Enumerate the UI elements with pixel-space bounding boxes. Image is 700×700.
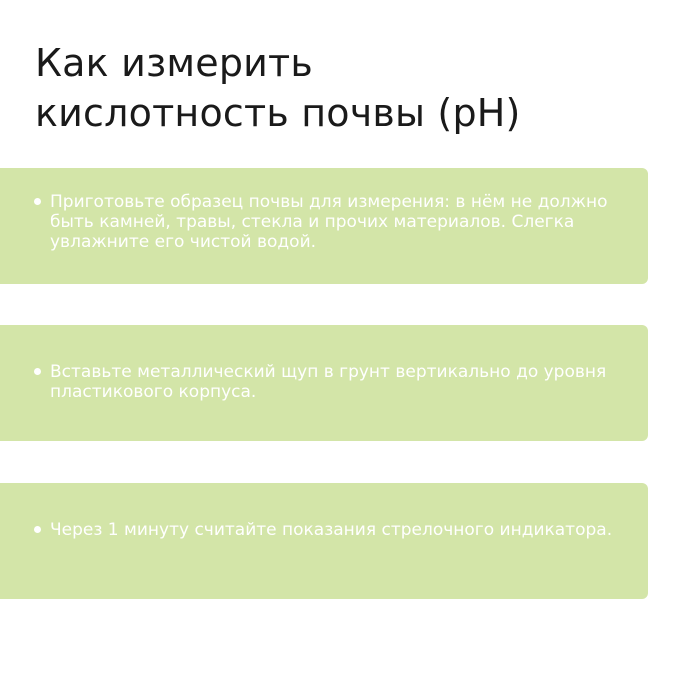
bullet-dot-icon <box>34 526 41 533</box>
step-1-text: Приготовьте образец почвы для измерения: в нём не должно быть камней, травы, стекла и прочих материалов. Слегка увлажните его чистой водой. <box>50 192 608 252</box>
page-title <box>35 38 655 138</box>
page-title-line-2: кислотность почвы (pH) <box>35 91 521 135</box>
step-card-1 <box>0 168 648 284</box>
step-card-3 <box>0 483 648 599</box>
step-3-text: Через 1 минуту считайте показания стрелочного индикатора. <box>50 520 613 540</box>
bullet-dot-icon <box>34 368 41 375</box>
step-2-text: Вставьте металлический щуп в грунт вертикально до уровня пластикового корпуса. <box>50 362 607 402</box>
step-card-2 <box>0 325 648 441</box>
page-title-line-1: Как измерить <box>35 41 313 85</box>
bullet-dot-icon <box>34 198 41 205</box>
